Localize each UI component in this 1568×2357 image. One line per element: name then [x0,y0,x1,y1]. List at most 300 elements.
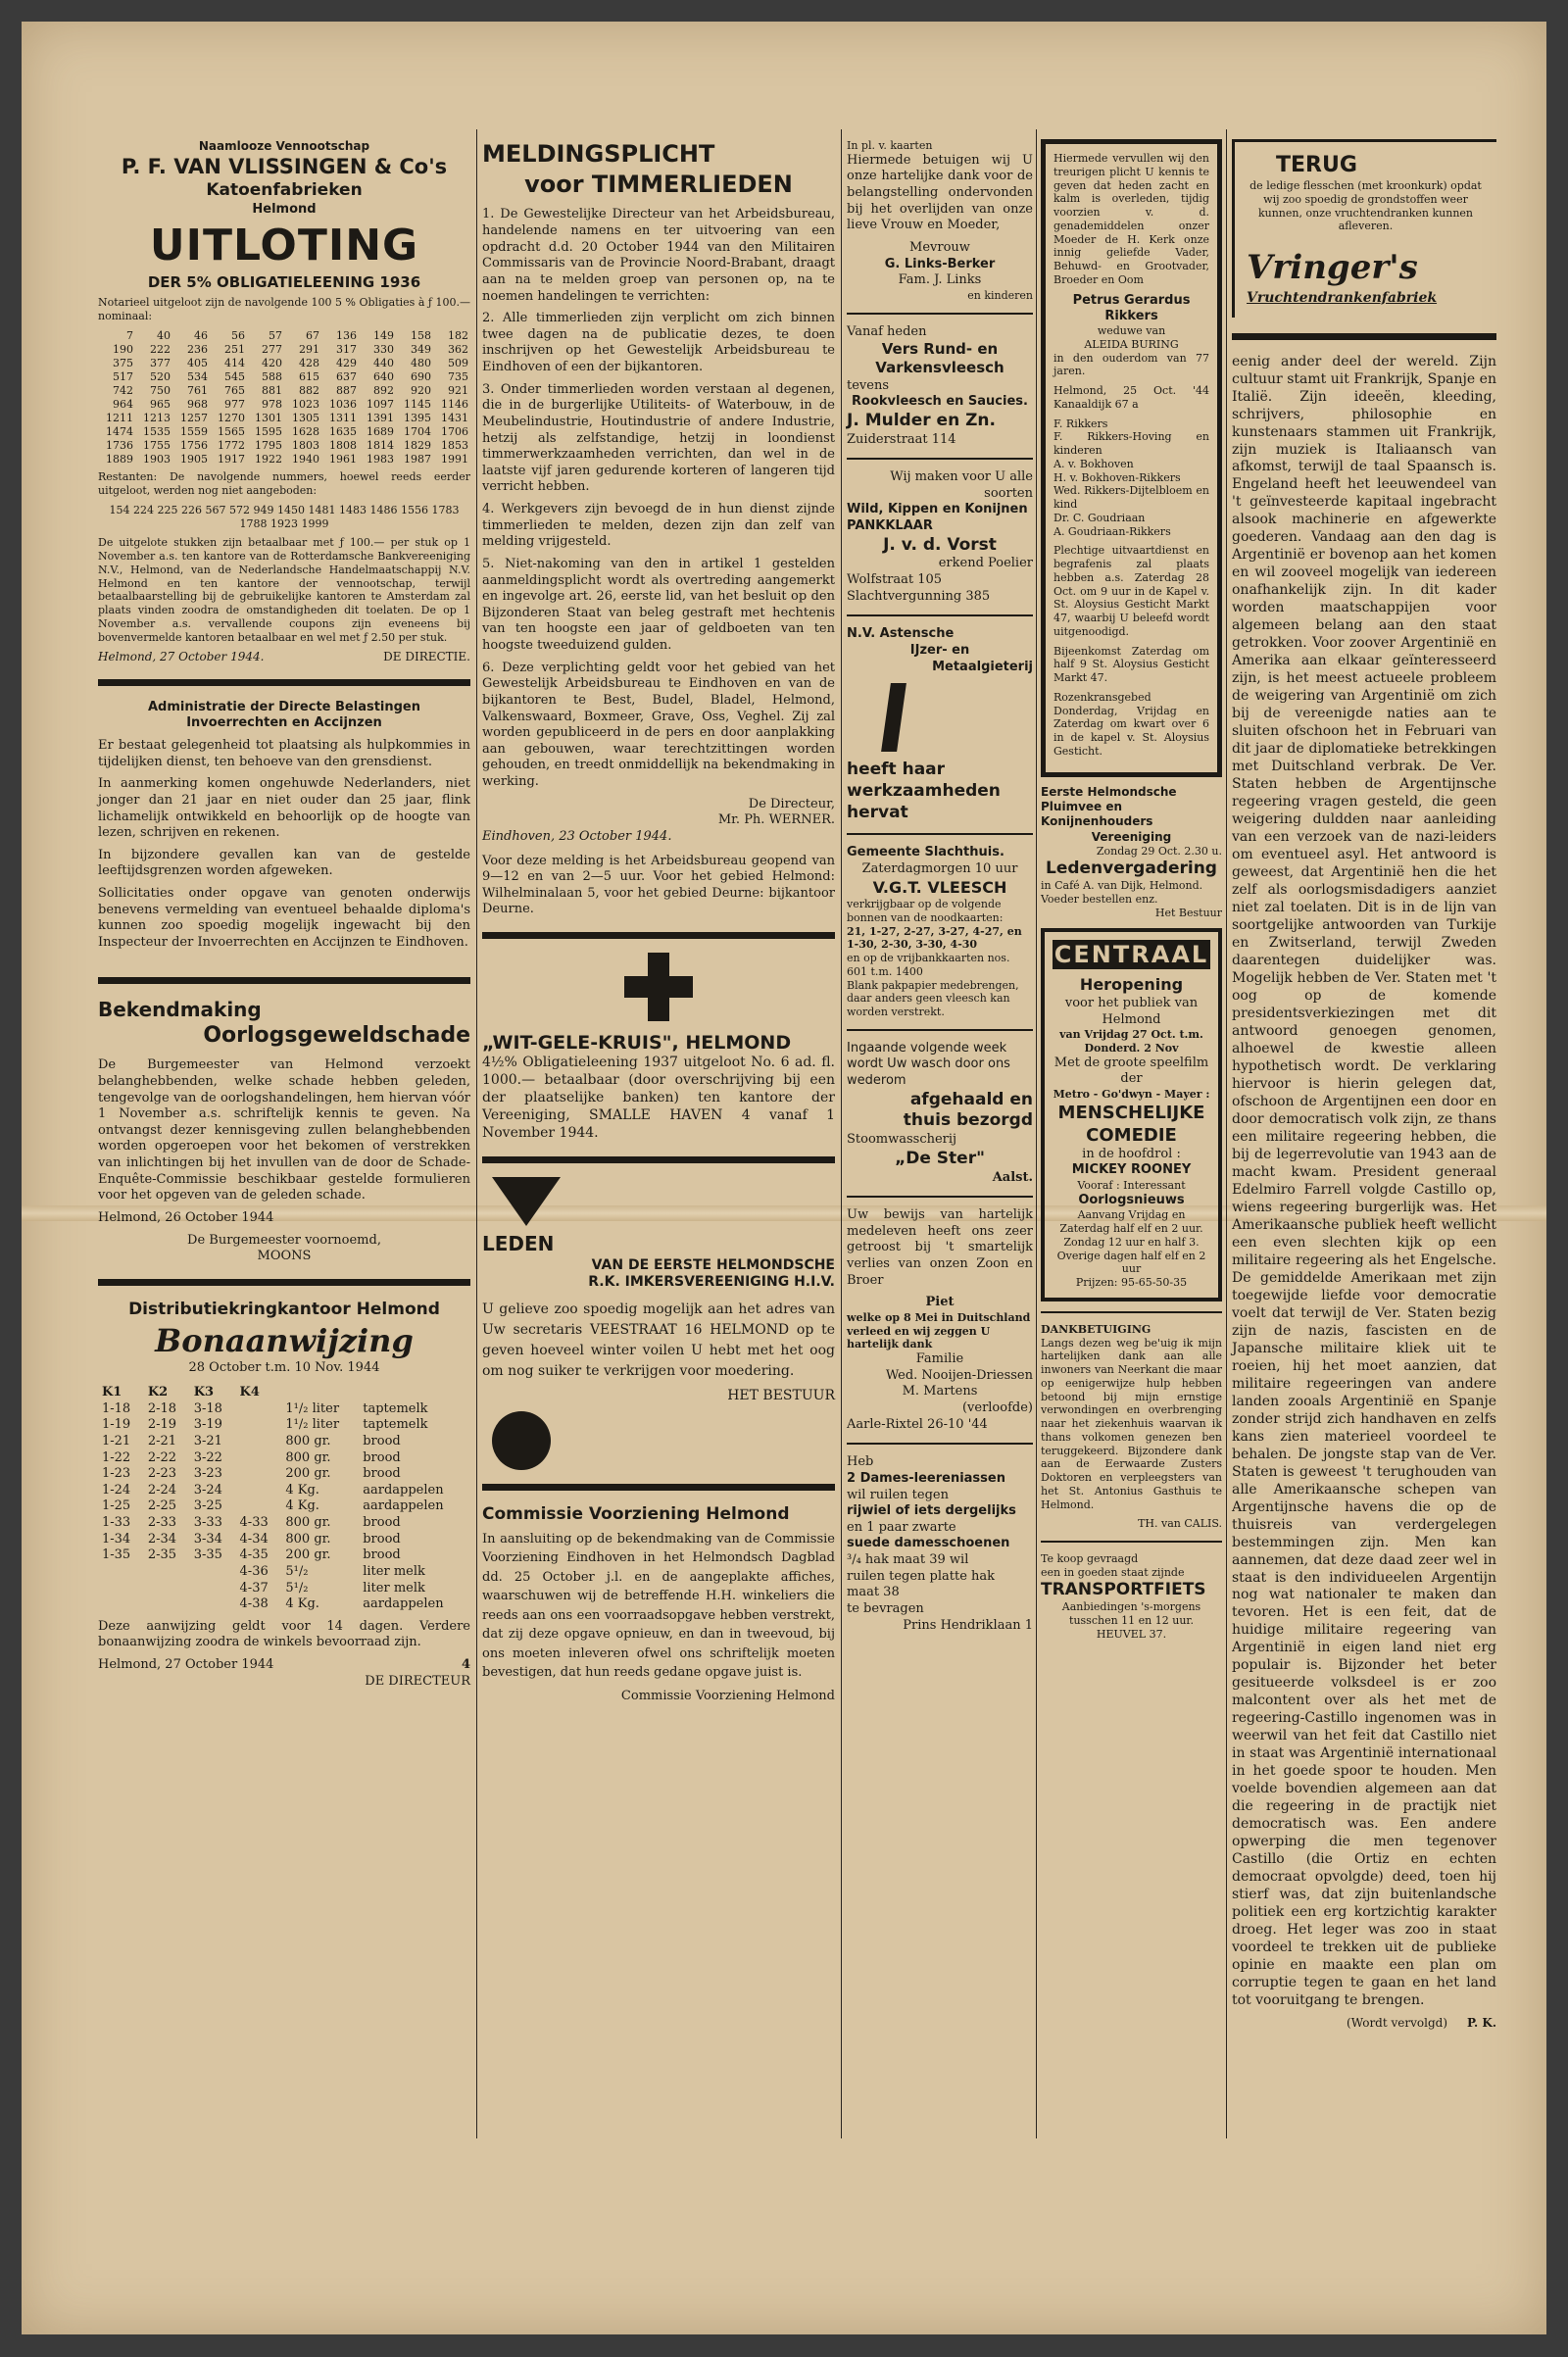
ruil-line: maat 38 [847,1585,900,1600]
bon-cell: 5¹/₂ [285,1580,309,1596]
bon-cell: 3-25 [193,1498,222,1514]
divider [847,458,1033,460]
number-cell: 1853 [441,439,468,453]
number-cell: 182 [448,328,468,342]
number-cell: 1311 [329,412,357,425]
number-cell: 742 [113,383,133,397]
cross-icon [624,953,693,1021]
number-row [98,439,470,453]
bon-cell [190,1564,236,1581]
number-cell: 921 [448,383,468,397]
film-actor: MICKEY ROONEY [1071,1162,1192,1178]
death-name: Rikkers [1104,308,1158,323]
adm-paragraph: In bijzondere gevallen kan van de gestelde leeftijdsgrenzen worden afgeweken. [98,847,470,879]
number-cell: 1772 [218,439,245,453]
was-firm: Stoomwasscherij [847,1132,957,1148]
death-place: Helmond, 25 Oct. '44 Kanaaldijk 67 a [1054,384,1209,411]
number-cell: 1755 [143,439,171,453]
number-cell: 158 [411,328,431,342]
melding-sign-name: Mr. Ph. WERNER. [717,812,835,828]
vlees-rook: Rookvleesch en Saucies. [852,394,1028,410]
number-cell: 1431 [441,412,468,425]
vringer-logo: Vringer's [1247,248,1418,288]
number-cell: 1905 [180,453,208,466]
bon-cell: 1-24 [102,1482,131,1498]
bon-cell: 3-33 [193,1515,222,1531]
bon-cell [236,1434,282,1450]
divider [1232,333,1496,340]
divider [847,1443,1033,1445]
column-rule [476,129,477,2138]
bon-cell: 2-24 [147,1482,177,1498]
centraal-title: CENTRAAL [1054,940,1209,968]
number-cell: 615 [299,369,319,383]
vorst-address: Wolfstraat 105 [847,572,943,587]
number-cell: 190 [113,342,133,356]
melding-item: 6. Deze verplichting geldt voor het gebied van het Gewestelijk Arbeidsbureau te Eindhoven en van de bijkantoren te Best, Budel, Bladel, Helmond, Valkenswaard, Boxmeer, Grave, Oss, Veghel. Zij zal worden gepubliceerd in de pers en door aanplakking aan gebouwen, waar terechtzittingen worden gehouden, en treedt onmiddellijk na bekendmaking in werking. [482,660,835,790]
number-cell: 291 [299,342,319,356]
bon-row [98,1515,470,1532]
bon-cell: aardappelen [363,1498,444,1514]
number-cell: 534 [187,369,208,383]
divider [98,679,470,686]
bon-cell: 4-34 [239,1531,269,1547]
number-cell: 1211 [106,412,133,425]
number-cell: 428 [299,356,319,369]
dank-date: Aarle-Rixtel 26-10 '44 [847,1416,988,1432]
bon-cell: 4-38 [239,1596,269,1612]
number-cell: 978 [262,398,282,411]
bon-row [98,1466,470,1483]
bon-cell: 800 gr. [285,1433,331,1449]
bon-cell: 800 gr. [285,1449,331,1465]
bon-header [281,1385,359,1401]
bon-cell: 4-35 [239,1547,269,1563]
bon-cell: 1¹/₂ liter [285,1400,340,1416]
wgk-title: „WIT-GELE-KRUIS", HELMOND [482,1032,792,1055]
number-cell: 735 [448,369,468,383]
number-cell: 882 [299,383,319,397]
gem-bons: 21, 1-27, 2-27, 3-27, 4-27, en 1-30, 2-30, 3-30, 4-30 [847,924,1022,952]
number-cell: 920 [411,383,431,397]
bon-cell: 2-35 [147,1547,177,1563]
bon-cell: 3-22 [193,1449,222,1465]
bon-row [98,1417,470,1434]
uitloting-title: UITLOTING [149,220,419,270]
bon-cell: taptemelk [363,1400,428,1416]
bon-cell: 4-36 [239,1563,269,1579]
divider [1041,1541,1222,1543]
terug-title: TERUG [1276,153,1357,177]
melding-date: Eindhoven, 23 October 1944. [482,828,672,844]
number-cell: 330 [373,342,394,356]
number-cell: 1991 [441,453,468,466]
dank-body: Uw bewijs van hartelijk medeleven heeft ons zeer getroost bij 't smartelijk verlies van onzen Zoon en Broer [847,1207,1033,1288]
ruil-line: wil ruilen tegen [847,1487,949,1502]
number-cell: 1391 [367,412,394,425]
film-role: in de hoofdrol : [1082,1146,1181,1161]
bon-cell: 1-34 [102,1531,131,1547]
bon-cell: 800 gr. [285,1515,331,1531]
number-cell: 1305 [292,412,319,425]
koop-line: Aanbiedingen 's-morgens tusschen 11 en 12 uur. [1061,1600,1201,1628]
divider [482,1484,835,1491]
bon-number: 4 [461,1657,470,1673]
film-news: Oorlogsnieuws [1078,1192,1185,1207]
number-cell: 1706 [441,425,468,439]
nv-body: heeft haar werkzaamheden hervat [847,760,1001,822]
mulder-name: J. Mulder en Zn. [847,410,996,430]
company-line: Naamlooze Vennootschap [198,139,370,153]
leden-title: LEDEN [482,1231,555,1255]
uitloting-sign: DE DIRECTIE. [383,650,470,664]
bon-cell: 3-19 [193,1417,222,1433]
vlees-vanaf: Vanaf heden [847,323,927,339]
bon-cell: 1-23 [102,1466,131,1482]
triangle-icon [492,1177,561,1226]
comm-body: In aansluiting op de bekendmaking van de Commissie Voorziening Eindhoven in het Helmondsch Dagblad dd. 25 October j.l. en de aangeplakte affiches, waarschuwen wij de betreffende H.H. winkeliers die reeds aan ons een voorraadsopgave hebben verstrekt, dat zij deze opgave opnieuw, en dan in tweevoud, bij ons moeten inleveren ofwel ons schriftelijk moeten bevestigen, dat hun reeds gedane opgave juist is. [482,1531,835,1681]
melding-subtitle: voor TIMMERLIEDEN [524,170,793,198]
number-cell: 1961 [329,453,357,466]
number-cell: 1829 [404,439,431,453]
dank-verloofde: (verloofde) [961,1400,1033,1416]
adm-paragraph: In aanmerking komen ongehuwde Nederlanders, niet jonger dan 21 jaar en niet ouder dan 25 jaar, flink lichamelijk ontwikkeld en behoorlijk op de hoogte van lezen, schrijven en rekenen. [98,776,470,841]
pluim-date: Zondag 29 Oct. 2.30 u. [1096,844,1222,858]
number-table [98,329,470,467]
gem-time: Zaterdagmorgen 10 uur [861,861,1018,876]
film-title: COMEDIE [1086,1124,1177,1146]
bon-cell [144,1564,190,1581]
article-initials: P. K. [1467,2016,1496,2031]
column-5 [1232,139,1496,2031]
number-cell: 881 [262,383,282,397]
number-cell: 67 [306,328,319,342]
vorst-name: J. v. d. Vorst [883,534,997,555]
bon-sign: DE DIRECTEUR [365,1673,470,1689]
divider [98,1279,470,1286]
adm-paragraph: Er bestaat gelegenheid tot plaatsing als hulpkommies in tijdelijken dienst, ten behoeve van den grensdienst. [98,738,470,769]
bek-date: Helmond, 26 October 1944 [98,1209,274,1225]
imker-body: U gelieve zoo spoedig mogelijk aan het adres van Uw secretaris VEESTRAAT 16 HELMOND op te geven hoeveel winter voilen U hebt met het oog om nog suiker te verkrijgen voor moedering. [482,1301,835,1380]
number-cell: 317 [336,342,357,356]
bon-cell: brood [363,1515,401,1531]
film-intro: Met de groote speelfilm der [1054,1055,1209,1087]
melding-item: 5. Niet-nakoming van den in artikel 1 gestelden aanmeldingsplicht wordt als overtreding aangemerkt en ingevolge art. 26, eerste lid, van het besluit op den Bijzonderen Staat van beleg gestraft met hechtenis van ten hoogste een jaar of geldboeten van ten hoogste tweeduizend gulden. [482,556,835,654]
newspaper-page [22,22,1546,2334]
bon-header [359,1385,470,1401]
number-row [98,412,470,425]
bon-header: K1 [102,1385,122,1400]
column-1 [98,139,470,1690]
bon-cell: 2-21 [147,1433,177,1449]
number-cell: 964 [113,398,133,411]
imker-title: VAN DE EERSTE HELMONDSCHE [591,1256,835,1273]
bon-cell: 1-25 [102,1498,131,1514]
bon-cell: 1-33 [102,1515,131,1531]
column-2 [482,139,835,1705]
number-row [98,357,470,370]
number-cell: 545 [224,369,245,383]
film-prices: Prijzen: 95-65-50-35 [1075,1276,1188,1290]
vorst-poelier: erkend Poelier [938,556,1033,571]
bon-row [98,1547,470,1564]
number-cell: 405 [187,356,208,369]
heropening-date: van Vrijdag 27 Oct. t.m. Donderd. 2 Nov [1059,1028,1203,1055]
number-cell: 1795 [255,439,282,453]
adm-title: Administratie der Directe Belastingen [147,699,421,714]
vorst-intro: Wij maken voor U alle soorten [890,469,1033,501]
number-cell: 1213 [143,412,171,425]
koop-address: HEUVEL 37. [1096,1627,1167,1641]
melding-note: Voor deze melding is het Arbeidsbureau geopend van 9—12 en van 2—5 uur. Voor het gebied Helmond: Wilhelminalaan 5, voor het gebied Deurne: bijkantoor Deurne. [482,853,835,917]
bon-cell [236,1483,282,1499]
dank-body2: welke op 8 Mei in Duitschland verleed en wij zeggen U hartelijk dank [847,1310,1031,1351]
column-4 [1041,139,1222,1642]
number-cell: 1689 [367,425,394,439]
bon-header: K4 [239,1385,260,1400]
ruil-line: Prins Hendriklaan 1 [903,1617,1033,1633]
ruil-line: 2 Dames-leereniassen [847,1470,1005,1486]
number-cell: 588 [262,369,282,383]
number-cell: 1635 [329,425,357,439]
number-cell: 1395 [404,412,431,425]
bon-cell: 1-18 [102,1400,131,1416]
heropening-body: voor het publiek van Helmond [1064,995,1199,1027]
death-family: F. Rikkers F. Rikkers-Hoving en kinderen A. v. Bokhoven H. v. Bokhoven-Rikkers Wed. Rikkers-Dijtelbloem en kind Dr. C. Goudriaan A. Goudriaan-Rikkers [1054,417,1209,538]
number-cell: 1903 [143,453,171,466]
number-row [98,343,470,357]
company-city: Helmond [252,201,317,217]
centraal-ad [1041,928,1222,1301]
pluim-body: in Café A. van Dijk, Helmond. Voeder bestellen enz. [1041,879,1203,907]
bon-cell: 3-23 [193,1466,222,1482]
vringer-ad [1232,139,1496,318]
bon-cell: 3-34 [193,1531,222,1547]
bek-title: Bekendmaking [98,997,262,1021]
number-cell: 1917 [218,453,245,466]
number-cell: 1145 [404,398,431,411]
bek-body: De Burgemeester van Helmond verzoekt belanghebbenden, welke schade hebben geleden, tengevolge van de oorlogshandelingen, hem hiervan vóór 1 November a.s. schriftelijk kennis te geven. Na ontvangst dezer kennisgeving zullen belanghebbenden worden opgeroepen voor het bekomen of verstrekken van inlichtingen bij het invullen van de door de Schade-Enquête-Commissie beschikbaar gestelde formulieren voor het opgeven van de geleden schade. [98,1057,470,1203]
number-cell: 46 [194,328,208,342]
number-cell: 761 [187,383,208,397]
number-cell: 637 [336,369,357,383]
bon-cell: taptemelk [363,1417,428,1433]
bon-cell: 800 gr. [285,1531,331,1547]
number-row [98,425,470,439]
number-cell: 57 [269,328,282,342]
dank-name: Piet [925,1295,955,1310]
bon-cell: 3-24 [193,1482,222,1498]
was-big: afgehaald en [909,1089,1033,1109]
bon-row [98,1581,470,1597]
number-cell: 1922 [255,453,282,466]
melding-title: MELDINGSPLICHT [482,140,715,168]
circle-icon [492,1411,551,1470]
number-row [98,453,470,466]
ruil-line: te bevragen [847,1600,924,1616]
adm-subtitle: Invoerrechten en Accijnzen [186,715,382,731]
number-cell: 1756 [180,439,208,453]
film-title: MENSCHELIJKE [1057,1102,1205,1123]
uitloting-intro: Notarieel uitgeloot zijn de navolgende 100 5 % Obligaties à ƒ 100.— nominaal: [98,296,470,322]
number-cell: 222 [150,342,171,356]
column-rule [1036,129,1037,2138]
dank-family-name: Wed. Nooijen-Driessen [885,1367,1033,1383]
dank2-body: Langs dezen weg be'uig ik mijn hartelijken dank aan alle inwoners van Neerkant die maar op eenigerwijze hulp hebben betoond bij mijn ernstige verwondingen en overbrenging naar het ziekenhuis waarvan ik thans volkomen genezen ben teruggekeerd. Bijzondere dank aan de Eerwaarde Zusters Doktoren en verpleegsters van het St. Antonius Gasthuis te Helmond. [1041,1336,1222,1511]
dank-family: Familie [915,1351,964,1367]
bon-cell: brood [363,1531,401,1547]
dank-martens: M. Martens [902,1384,978,1399]
article-body: eenig ander deel der wereld. Zijn cultuur stamt uit Frankrijk, Spanje en Italië. Zijn ideeën, kleeding, schrijvers, philosophie en kunstenaars stammen uit Frankrijk, zijn muziek is Italiaansch van afkomst, terwijl de taal Spaansch is. Engeland heeft het leeuwendeel van 't geïnvesteerde kapitaal ingebracht alsook machinerie en afgewerkte goederen. Vandaag aan den dag is Argentinië er bovenop aan het komen en wil zooveel mogelijk van iedereen onafhankelijk zijn. In dit kader worden maatschappijen voor algemeen belang aan den staat getrokken. Voor zoover Argentinië en Amerika aan elkaar geïnteresseerd zijn, is het meest actueele probleem de weigering van Argentinië om zich bij de vereenigde naties aan te sluiten ofschoon het in Februari van dit jaar de diplomatieke betrekkingen met Duitschland verbrak. De Ver. Staten hebben de Argentijnsche regeering vragen gesteld, die geen weigering duldden naar aanleiding van een verzoek van de nazi-leiders om eventueel asyl. Het antwoord is geweest, dat Argentinië hen die het zelf als oorlogsmisdadigers aanziet niet zal toelaten. Dit is in de lijn van soortgelijke antwoorden van Turkije en Zwitserland, terwijl Zweden daarentegen duidelijker was. Mogelijk hebben de Ver. Staten met 't oog op de komende presidentsverkiezingen met dit antwoord genoegen genomen, alhoewel de kwestie alleen hypothetisch wordt. De verklaring hiervoor is hierin gelegen dat, ofschoon de Argentijnen een door en door democratisch volk zijn, ze thans een militaire regeering hebben, die bij de legerrevolutie van 1943 aan de macht kwam. President generaal Edelmiro Farrell volgde Castillo op, wiens regeering burgerlijk was. Het Amerikaansche publiek heeft wellicht een even slechten kijk op een militaire regeering als het Engelsche. De gemiddelde Amerikaan met zijn toegewijde liefde voor democratie voelt dat terwijl de Ver. Staten bezig zijn de nazis, fascisten en de Japansche militaire kliek uit te roeien, hij het moet aanzien, dat militaire regeeringen van andere landen zooals Argentinië en Spanje zonder strijd zich handhaven en zelfs kans zien materieel voordeel te behalen. De jongste stap van de Ver. Staten is geweest 't terughouden van alle Amerikaansche schepen van Argentijnsche havens die op de thuisreis van verdergelegen bestemmingen zijn. Men kan aannemen, dat deze daad zeer wel in staat is den individueelen Argentijn nog wat nationaler te maken dan tevoren. Het is een feit, dat de huidige militaire regeering van Argentinië in eigen land niet erg populair is. Bijzonder het beter gesitueerde volksdeel is er zoo malcontent over als het met de regeering-Castillo ingenomen was in weerwil van het feit dat Castillo niet in staat was Argentinië internationaal in het goede spoor te houden. Men voelde bovendien algemeen aan dat die regeering in de practijk niet democratisch was. Een andere opwerping die men tegenover Castillo (die Ortiz en echten democraat opvolgde) deed, toen hij stierf was, dat zijn buitenlandsche politiek een erg kortzichtig karakter droeg. Het leger was zoo in staat voordeel te trekken uit de publieke opinie en maakte een plan om corruptie tegen te gaan en het land tot vooruitgang te brengen. [1232,353,1496,2009]
wgk-body: 4½% Obligatieleening 1937 uitgeloot No. 6 ad. fl. 1000.— betaalbaar (door overschrijving bij een der plaatselijke banken) ten kantore der Vereeniging, SMALLE HAVEN 4 vanaf 1 November 1944. [482,1055,835,1141]
divider [847,313,1033,315]
ruil-line: Heb [847,1454,874,1470]
bon-row [98,1596,470,1613]
number-cell: 1595 [255,425,282,439]
gem-title: Gemeente Slachthuis. [847,845,1004,860]
gem-vgt: V.G.T. VLEESCH [872,877,1007,897]
bon-header-row [98,1385,470,1401]
bek-sign: De Burgemeester voornoemd, [187,1232,381,1248]
nv-title: N.V. Astensche [847,626,955,642]
bon-cell: 5¹/₂ [285,1563,309,1579]
column-3 [847,139,1033,1634]
number-cell: 1270 [218,412,245,425]
thanks-kids: en kinderen [967,288,1033,302]
thanks-header: In pl. v. kaarten [847,139,933,152]
number-cell: 1023 [292,398,319,411]
pluim-title: Eerste Helmondsche Pluimvee en Konijnenhouders [1041,784,1177,829]
death-rosary: Rozenkransgebed Donderdag, Vrijdag en Zaterdag om kwart over 6 in de kapel v. St. Aloysius Gesticht. [1054,690,1209,758]
bon-cell: 2-25 [147,1498,177,1514]
pen-icon [881,683,906,752]
bon-cell [98,1596,144,1613]
melding-item: 1. De Gewestelijke Directeur van het Arbeidsbureau, handelende namens en ter uitvoering van een opdracht d.d. 20 October 1944 van den Militairen Commissaris van de Provincie Noord-Brabant, draagt aan na te melden groep van personen op, na te noemen handelingen te verrichten: [482,207,835,304]
column-rule [841,129,842,2138]
number-cell: 1814 [367,439,394,453]
divider [847,833,1033,835]
bon-cell: brood [363,1449,401,1465]
number-cell: 1803 [292,439,319,453]
ruil-line: suede damesschoenen [847,1536,1010,1551]
number-cell: 520 [150,369,171,383]
melding-item: 4. Werkgevers zijn bevoegd de in hun dienst zijnde timmerlieden te melden, dezen zijn dan zelf van melding vrijgesteld. [482,502,835,550]
number-cell: 1940 [292,453,319,466]
column-rule [1226,129,1227,2138]
number-cell: 7 [126,328,133,342]
bon-cell [236,1417,282,1434]
number-cell: 377 [150,356,171,369]
koop-line: een in goeden staat zijnde [1041,1565,1185,1579]
number-cell: 1808 [329,439,357,453]
bon-cell: brood [363,1547,401,1563]
number-row [98,398,470,412]
melding-item: 2. Alle timmerlieden zijn verplicht om zich binnen twee dagen na de publicatie dezes, te doen inschrijven op het Gewestelijk Arbeidsbureau te Eindhoven of een der bijkantoren. [482,311,835,375]
bon-cell: 4-33 [239,1515,269,1531]
vlissingen-ad [98,139,470,292]
company-name: P. F. VAN VLISSINGEN & Co's [121,155,448,179]
gem-body: verkrijgbaar op de volgende bonnen van de noodkaarten: [847,898,1004,924]
bon-cell: 200 gr. [285,1466,331,1482]
number-cell: 1983 [367,453,394,466]
imker-subtitle: R.K. IMKERSVEREENIGING H.I.V. [588,1274,835,1291]
koop-title: TRANSPORTFIETS [1041,1579,1206,1599]
number-cell: 1987 [404,453,431,466]
bon-cell [190,1596,236,1613]
bon-row [98,1564,470,1581]
vlees-line: Vers Rund- en [881,340,999,359]
number-cell: 1628 [292,425,319,439]
bon-cell: 4 Kg. [285,1482,319,1498]
number-cell: 349 [411,342,431,356]
bon-cell [144,1581,190,1597]
number-cell: 56 [231,328,245,342]
bon-cell: 200 gr. [285,1547,331,1563]
mulder-address: Zuiderstraat 114 [847,431,956,447]
bon-cell [236,1401,282,1418]
number-cell: 1036 [329,398,357,411]
bon-cell: 1-21 [102,1433,131,1449]
bon-cell [98,1581,144,1597]
bon-cell: 1-19 [102,1417,131,1433]
bon-cell: 3-35 [193,1547,222,1563]
bon-row [98,1434,470,1450]
number-cell: 1474 [106,425,133,439]
uitloting-subtitle: DER 5% OBLIGATIELEENING 1936 [147,272,421,291]
number-cell: 892 [373,383,394,397]
melding-sign: De Directeur, [748,796,835,811]
divider [847,1196,1033,1198]
bon-header: K3 [193,1385,215,1400]
number-cell: 1146 [441,398,468,411]
bon-cell: 1-35 [102,1547,131,1563]
number-cell: 765 [224,383,245,397]
number-cell: 277 [262,342,282,356]
bon-cell: 1¹/₂ liter [285,1417,340,1433]
comm-title: Commissie Voorziening Helmond [482,1504,790,1525]
bon-cell: 4 Kg. [285,1596,319,1612]
film-studio: Metro - Go'dwyn - Mayer : [1053,1087,1210,1101]
thanks-family: Fam. J. Links [898,272,982,288]
divider [847,614,1033,616]
number-cell: 1301 [255,412,282,425]
number-cell: 440 [373,356,394,369]
bon-cell [98,1564,144,1581]
number-cell: 375 [113,356,133,369]
bon-cell: 1-22 [102,1449,131,1465]
bon-cell: liter melk [363,1580,425,1596]
bon-row [98,1450,470,1467]
divider [1041,1311,1222,1313]
bon-cell: brood [363,1433,401,1449]
divider [847,1029,1033,1031]
bek-subtitle: Oorlogsgeweldschade [203,1023,470,1049]
bon-cell [144,1596,190,1613]
number-cell: 640 [373,369,394,383]
divider [98,977,470,984]
number-cell: 1535 [143,425,171,439]
ruil-line: rijwiel of iets dergelijks [847,1503,1016,1519]
gem-body2: en op de vrijbankkaarten nos. 601 t.m. 1400 [847,952,1010,978]
death-age: in den ouderdom van 77 jaren. [1054,351,1209,378]
bek-sign-name: MOONS [257,1249,312,1264]
bon-cell: 3-18 [193,1400,222,1416]
imker-sign: HET BESTUUR [727,1388,835,1404]
number-cell: 1257 [180,412,208,425]
melding-item: 3. Onder timmerlieden worden verstaan al degenen, die in de burgerlijke Utiliteits- of Waterbouw, in de Meubelindustrie, Houtindustrie of andere Industrie, hetzij als zelfstandige, hetzij in loondienst timmerwerkzaamheden verrichten, dan wel in de laatste vijf jaren gedurende korteren of langeren tijd verricht hebben. [482,381,835,495]
bon-row [98,1498,470,1515]
bon-note: Deze aanwijzing geldt voor 14 dagen. Verdere bonaanwijzing zoodra de winkels bevoorraad zijn. [98,1618,470,1650]
